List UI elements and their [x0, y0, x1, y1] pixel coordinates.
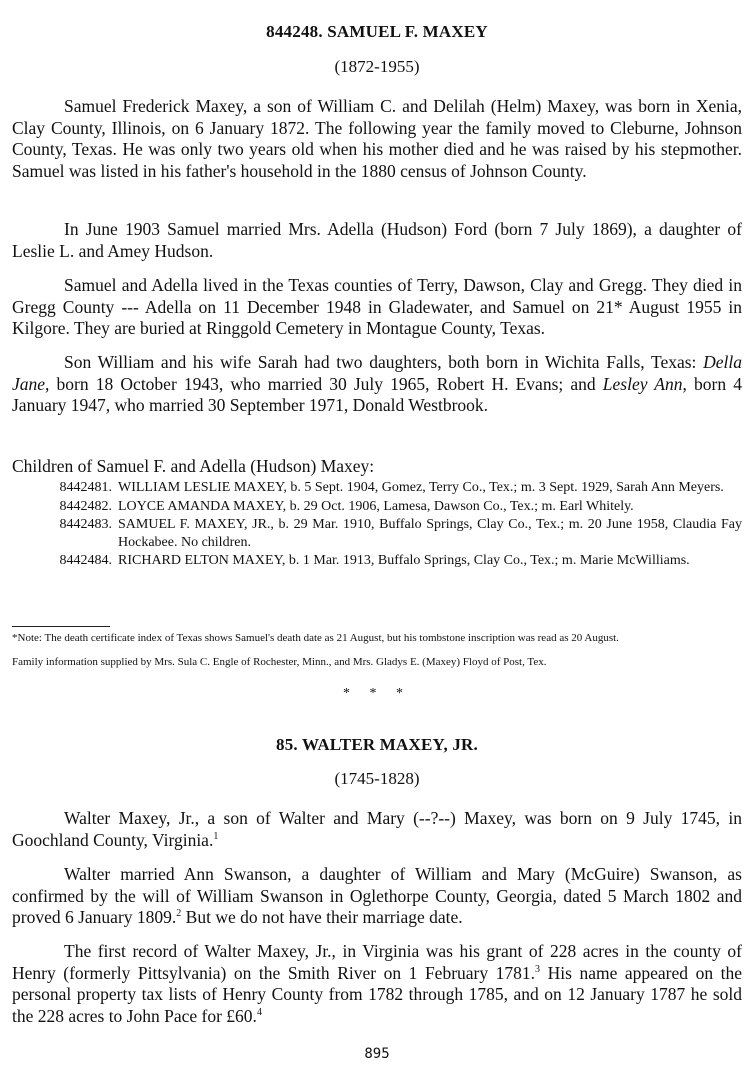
section-separator: * * * — [343, 686, 411, 701]
paragraph: Samuel and Adella lived in the Texas counties of Terry, Dawson, Clay and Gregg. They died in Gregg County --- Adella on 11 December 1948 in Gladewater, and Samuel on 21* August 1955 in Kilgore. They are buried at Ringgold Cemetery in Montague County, Texas. — [12, 275, 742, 338]
child-entry: LOYCE AMANDA MAXEY, b. 29 Oct. 1906, Lamesa, Dawson Co., Tex.; m. Earl Whitely. — [118, 498, 634, 514]
section-title: 85. WALTER MAXEY, JR. — [276, 735, 478, 754]
footnote-divider — [12, 626, 110, 627]
page-number: 895 — [364, 1046, 390, 1062]
footnote-ref[interactable]: 4 — [256, 1006, 262, 1018]
footnote: *Note: The death certificate index of Texas shows Samuel's death date as 21 August, but his tombstone inscription was read as 20 August. — [12, 632, 619, 644]
source-note: Family information supplied by Mrs. Sula C. Engle of Rochester, Minn., and Mrs. Gladys E. (Maxey) Floyd of Post, Tex. — [12, 656, 547, 668]
paragraph: In June 1903 Samuel married Mrs. Adella (Hudson) Ford (born 7 July 1869), a daughter of Leslie L. and Amey Hudson. — [12, 219, 742, 261]
child-entry: SAMUEL F. MAXEY, JR., b. 29 Mar. 1910, Buffalo Springs, Clay Co., Tex.; m. 20 June 1958, Claudia Fay Hockabee. No children. — [118, 517, 742, 550]
child-number: 8442483. — [59, 517, 112, 532]
child-entry: RICHARD ELTON MAXEY, b. 1 Mar. 1913, Buffalo Springs, Clay Co., Tex.; m. Marie McWilliams. — [118, 553, 690, 568]
footnote-ref[interactable]: 2 — [176, 908, 182, 920]
footnote-ref[interactable]: 3 — [535, 963, 541, 975]
daughter-name: Lesley Ann — [602, 373, 683, 394]
children-list — [12, 479, 742, 571]
child-number: 8442482. — [59, 498, 112, 514]
paragraph: Son William and his wife Sarah had two daughters, both born in Wichita Falls, Texas: Della Jane, born 18 October 1943, who married 30 July 1965, Robert H. Evans; and Lesley Ann, born 4 January 1947, who married 30 September 1971, Donald Westbrook. — [12, 352, 742, 415]
section-title: 844248. SAMUEL F. MAXEY — [266, 22, 488, 41]
child-number: 8442484. — [59, 553, 112, 568]
footnote-ref[interactable]: 1 — [213, 830, 219, 842]
daughter-name: Della Jane — [12, 352, 742, 394]
child-entry: WILLIAM LESLIE MAXEY, b. 5 Sept. 1904, Gomez, Terry Co., Tex.; m. 3 Sept. 1929, Sarah Ann Meyers. — [118, 480, 724, 495]
life-dates: (1745-1828) — [334, 769, 420, 788]
list-item — [12, 479, 742, 497]
life-dates: (1872-1955) — [334, 57, 420, 76]
list-item — [12, 516, 742, 551]
paragraph: Walter Maxey, Jr., a son of Walter and Mary (--?--) Maxey, was born on 9 July 1745, in Goochland County, Virginia.$^1$ — [12, 808, 742, 850]
children-heading: Children of Samuel F. and Adella (Hudson) Maxey: — [12, 456, 375, 476]
paragraph: The first record of Walter Maxey, Jr., in Virginia was his grant of 228 acres in the county of Henry (formerly Pittsylvania) on the Smith River on 1 February 1781.$^3$ His name appeared on the personal property tax lists of Henry County from 1782 through 1785, and on 12 January 1787 he sold the 228 acres to John Pace for £60.$^4$ — [12, 941, 742, 1026]
list-item — [12, 552, 742, 570]
child-number: 8442481. — [59, 480, 112, 495]
list-item — [12, 498, 742, 516]
paragraph: Walter married Ann Swanson, a daughter of William and Mary (McGuire) Swanson, as confirmed by the will of William Swanson in Oglethorpe County, Georgia, dated 5 March 1802 and proved 6 January 1809.$^2$ But we do not have their marriage date. — [12, 864, 742, 927]
paragraph: Samuel Frederick Maxey, a son of William C. and Delilah (Helm) Maxey, was born in Xenia, Clay County, Illinois, on 6 January 1872. The following year the family moved to Cleburne, Johnson County, Texas. He was only two years old when his mother died and he was raised by his stepmother. Samuel was listed in his father's household in the 1880 census of Johnson County. — [12, 96, 742, 181]
